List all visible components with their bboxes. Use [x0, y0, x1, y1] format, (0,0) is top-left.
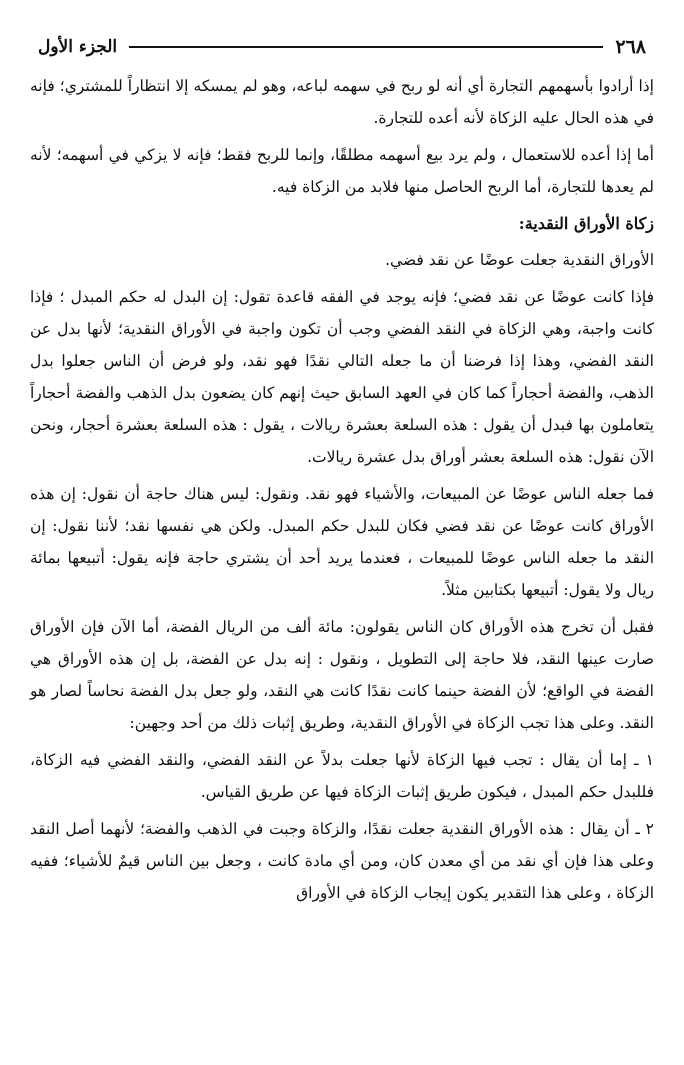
paragraph-before-paper-money: فقبل أن تخرج هذه الأوراق كان الناس يقولون: مائة ألف من الريال الفضة، أما الآن فإن الأوراق صارت عينها النقد، فلا حاجة إلى التطويل ، ونقول : إنه بدل عن الفضة، بل إن هذه الأوراق هي الفضة في الواقع؛ لأن الفضة حينما كانت نقدًا كانت هي النقد، ولو جعل بدل الفضة نحاساً لصار هو النقد. وعلى هذا تجب الزكاة في الأوراق النقدية، وطريق إثبات ذلك من أحد وجهين: — [30, 618, 654, 732]
section-heading-paper-money-zakat: زكاة الأوراق النقدية: — [518, 214, 654, 233]
paragraph-substitute-rule: فإذا كانت عوضًا عن نقد فضي؛ فإنه يوجد في الفقه قاعدة تقول: إن البدل له حكم المبدل ؛ فإذا كانت واجبة، وهي الزكاة في النقد الفضي وجب أن تكون واجبة في الأوراق النقدية؛ لأنها بدل عن النقد الفضي، وهذا إذا فرضنا أن ما جعله التالي نقدًا فهو نقد، ولو فرض أن الناس جعلوا بدل الذهب، والفضة أحجاراً كما كان في العهد السابق حيث إنهم كان يضعون بدل الذهب والفضة أحجاراً يتعاملون بها فبدل أن يقول : هذه السلعة بعشرة ريالات ، يقول : هذه السلعة بعشرة أحجار، ونحن الآن نقول: هذه السلعة بعشر أوراق بدل عشرة ريالات. — [30, 288, 654, 466]
paragraph-way-two: ٢ ـ أن يقال : هذه الأوراق النقدية جعلت نقدًا، والزكاة وجبت في الذهب والفضة؛ لأنهما أصل النقد وعلى هذا فإن أي نقد من أي معدن كان، ومن أي مادة كانت ، وجعل بين الناس قيمٌ للأشياء؛ ففيه الزكاة ، وعلى هذا التقدير يكون إيجاب الزكاة في الأوراق — [30, 820, 654, 902]
paragraph-way-one: ١ ـ إما أن يقال : تجب فيها الزكاة لأنها جعلت بدلاً عن النقد الفضي، والنقد الفضي فيه الزكاة، فللبدل حكم المبدل ، فيكون طريق إثبات الزكاة فيها عن طريق القياس. — [30, 751, 654, 801]
page-body — [30, 70, 654, 914]
paragraph-shares-use: أما إذا أعده للاستعمال ، ولم يرد بيع أسهمه مطلقًا، وإنما للربح فقط؛ فإنه لا يزكي في أسهمه؛ لأنه لم يعدها للتجارة، أما الربح الحاصل منها فلابد من الزكاة فيه. — [30, 146, 654, 196]
paragraph-definition-of-money: فما جعله الناس عوضًا عن المبيعات، والأشياء فهو نقد. ونقول: ليس هناك حاجة أن نقول: إن هذه الأوراق كانت عوضًا عن نقد فضي فكان للبدل حكم المبدل. ولكن هي نفسها نقد؛ لأننا نقول: إن النقد ما جعله الناس عوضًا للمبيعات ، فعندما يريد أحد أن يشتري حاجة فإنه يقول: أتبيعها بمائة ريال ولا يقول: أتبيعها بكتابين مثلاً. — [30, 485, 654, 599]
page-header — [38, 32, 646, 62]
page-number: ٢٦٨ — [615, 36, 646, 58]
paragraph-paper-money-substitute: الأوراق النقدية جعلت عوضًا عن نقد فضي. — [385, 251, 654, 269]
paragraph-shares-trade: إذا أرادوا بأسهمهم التجارة أي أنه لو ربح في سهمه لباعه، وهو لم يمسكه إلا انتظاراً للمشتري؛ فإنه في هذه الحال عليه الزكاة لأنه أعده للتجارة. — [30, 77, 654, 127]
running-title: الجزء الأول — [38, 37, 118, 57]
header-rule — [129, 46, 603, 48]
